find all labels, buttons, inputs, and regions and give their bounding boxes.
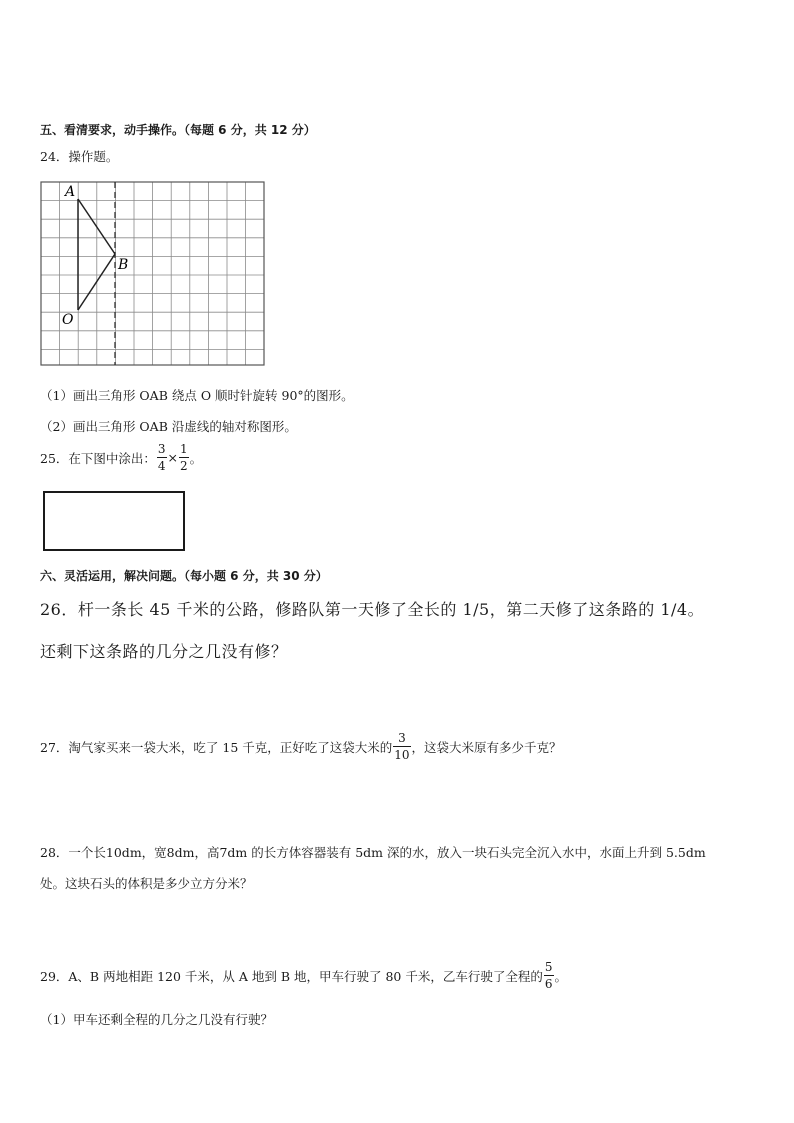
fraction-1-2 — [179, 443, 189, 472]
fraction-5-6 — [544, 961, 554, 990]
grid-lines — [41, 182, 264, 365]
question-24-sub1: （1）画出三角形 OAB 绕点 O 顺时针旋转 90°的图形。 — [40, 388, 354, 403]
fraction-numerator: 1 — [180, 442, 188, 456]
question-27-prefix: 27．淘气家买来一袋大米，吃了 15 千克，正好吃了这袋大米的 — [40, 739, 393, 755]
grid-svg — [40, 181, 266, 367]
question-29-suffix: 。 — [554, 968, 568, 984]
fraction-3-10 — [393, 732, 410, 761]
section-header-6: 六、灵活运用，解决问题。（每小题 6 分，共 30 分） — [40, 569, 328, 583]
fraction-denominator: 2 — [180, 459, 188, 473]
fraction-numerator: 5 — [544, 960, 553, 974]
question-29-prefix: 29．A、B 两地相距 120 千米，从 A 地到 B 地，甲车行驶了 80 千米，乙车行驶了全程的 — [40, 968, 543, 984]
question-26-line2: 还剩下这条路的几分之几没有修？ — [40, 642, 288, 661]
fraction-denominator: 10 — [394, 748, 410, 762]
question-29-sub1: （1）甲车还剩全程的几分之几没有行驶？ — [40, 1012, 273, 1027]
question-28-line2: 处。这块石头的体积是多少立方分米？ — [40, 876, 253, 891]
fraction-numerator: 3 — [398, 731, 406, 745]
point-label-O: O — [62, 312, 74, 328]
fraction-numerator: 3 — [157, 442, 166, 456]
section-header-5: 五、看清要求，动手操作。（每题 6 分，共 12 分） — [40, 123, 316, 137]
grid-figure — [40, 181, 266, 367]
point-label-A: A — [65, 184, 76, 200]
question-25 — [40, 443, 202, 472]
question-29 — [40, 961, 567, 990]
shading-rectangle[interactable] — [43, 491, 185, 551]
question-26-line1: 26．杆一条长 45 千米的公路，修路队第一天修了全长的 1/5，第二天修了这条路的 1/4。 — [40, 600, 705, 619]
question-27-suffix: ，这袋大米原有多少千克？ — [411, 739, 562, 755]
question-25-prefix: 25．在下图中涂出： — [40, 450, 156, 466]
question-25-suffix: 。 — [189, 450, 203, 466]
point-label-B: B — [118, 257, 129, 273]
question-28-line1: 28．一个长10dm，宽8dm，高7dm 的长方体容器装有 5dm 深的水，放入一块石头完全沉入水中，水面上升到 5.5dm — [40, 845, 706, 860]
multiply-sign: × — [167, 450, 179, 465]
question-27 — [40, 732, 562, 761]
fraction-3-4 — [157, 443, 167, 472]
fraction-denominator: 6 — [544, 977, 553, 991]
question-24-title: 24．操作题。 — [40, 149, 119, 164]
question-24-sub2: （2）画出三角形 OAB 沿虚线的轴对称图形。 — [40, 419, 297, 434]
fraction-denominator: 4 — [157, 459, 166, 473]
